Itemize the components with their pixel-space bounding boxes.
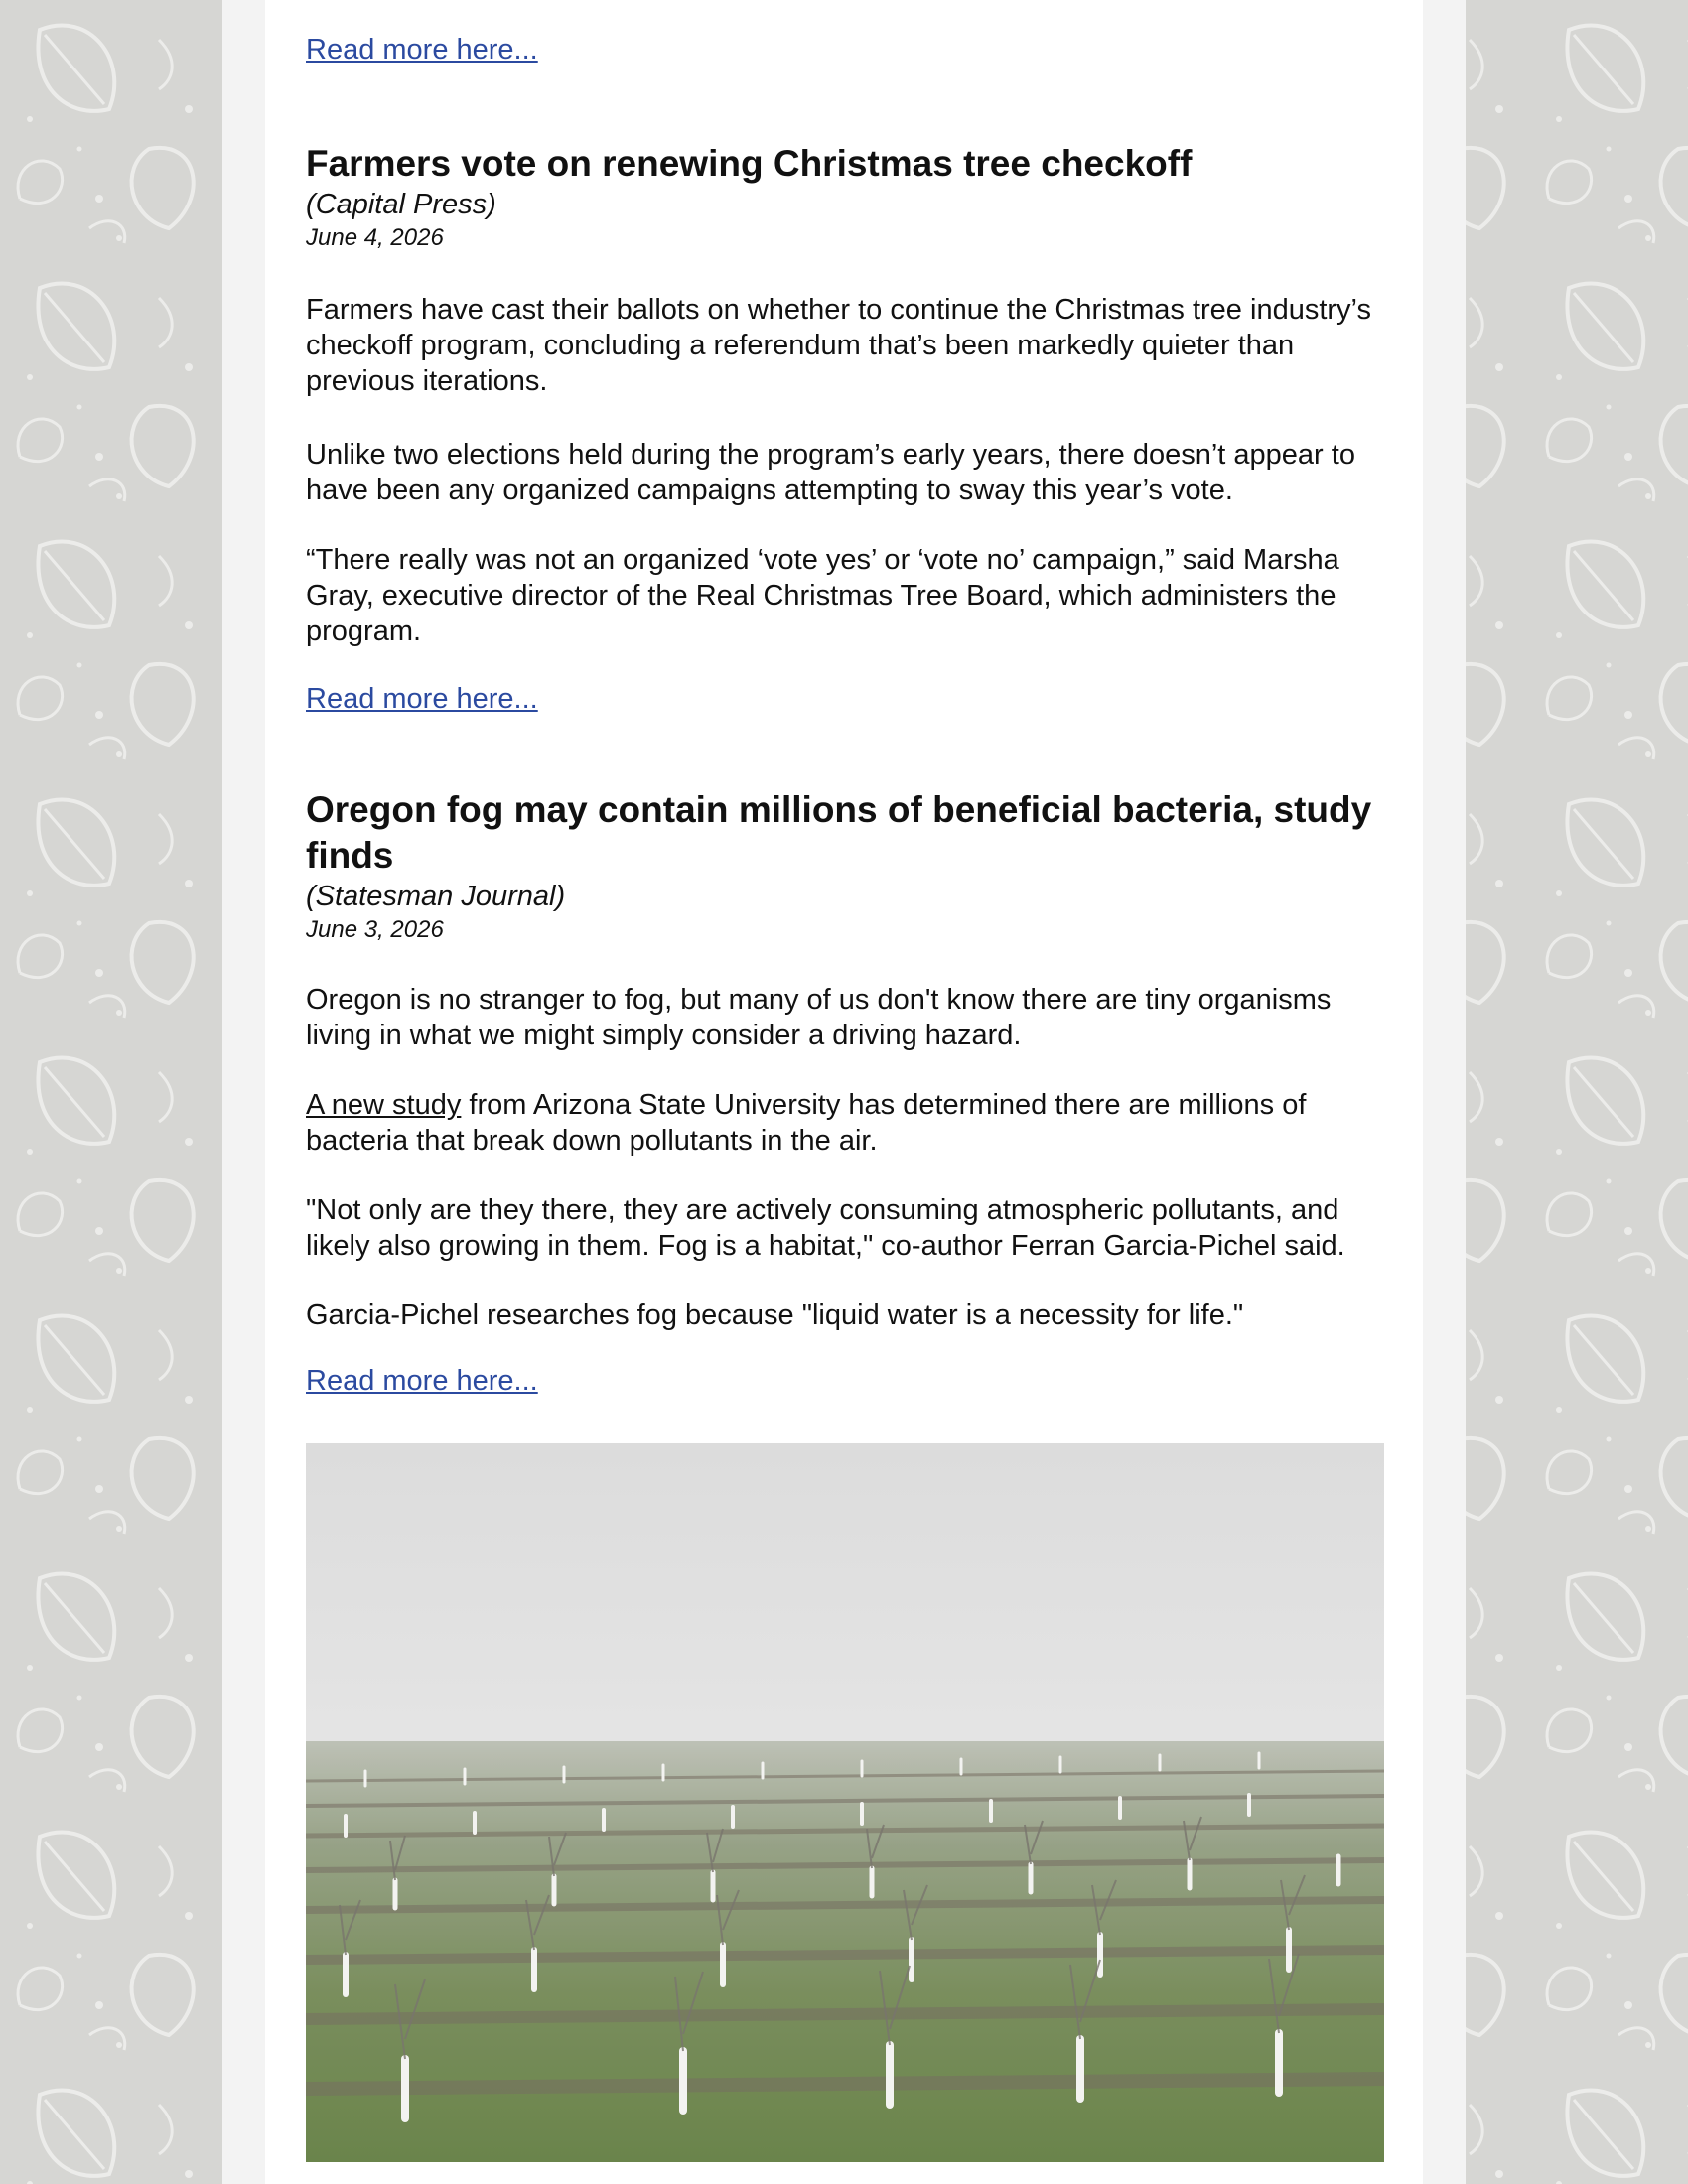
article-paragraph: Unlike two elections held during the program’s early years, there doesn’t appear to have been any organized campaigns attempting to sway this year’s vote.: [306, 439, 1355, 506]
article-date: June 4, 2026: [306, 224, 444, 251]
article-date: June 3, 2026: [306, 916, 444, 943]
article-paragraph-study: [306, 1087, 1384, 1159]
study-text: from Arizona State University has determined there are millions of bacteria that break down pollutants in the air.: [306, 1089, 1307, 1157]
study-link[interactable]: A new study: [306, 1089, 462, 1121]
article-paragraph: "Not only are they there, they are actively consuming atmospheric pollutants, and likely also growing in them. Fog is a habitat," co-author Ferran Garcia-Pichel said.: [306, 1194, 1345, 1262]
article-christmas-tree: [306, 141, 1384, 716]
article-paragraph: Farmers have cast their ballots on whether to continue the Christmas tree industry’s checkoff program, concluding a referendum that’s been markedly quieter than previous iterations.: [306, 294, 1371, 397]
article-source: (Capital Press): [306, 189, 496, 220]
article-source: (Statesman Journal): [306, 881, 566, 912]
article-headline: Farmers vote on renewing Christmas tree checkoff: [306, 143, 1193, 184]
article-paragraph: Oregon is no stranger to fog, but many of us don't know there are tiny organisms living in what we might simply consider a driving hazard.: [306, 984, 1332, 1051]
article-oregon-fog: [306, 787, 1384, 1398]
read-more-link[interactable]: Read more here...: [306, 683, 538, 715]
read-more-link[interactable]: Read more here...: [306, 1365, 538, 1397]
foggy-orchard-photo: [306, 1443, 1384, 2162]
article-headline: Oregon fog may contain millions of beneficial bacteria, study finds: [306, 789, 1372, 876]
article-paragraph: “There really was not an organized ‘vote yes’ or ‘vote no’ campaign,” said Marsha Gray, executive director of the Real Christmas Tree Board, which administers the program.: [306, 544, 1339, 647]
newsletter-content: [265, 0, 1423, 2184]
read-more-link[interactable]: Read more here...: [306, 34, 538, 66]
article-paragraph: Garcia-Pichel researches fog because "liquid water is a necessity for life.": [306, 1299, 1244, 1331]
